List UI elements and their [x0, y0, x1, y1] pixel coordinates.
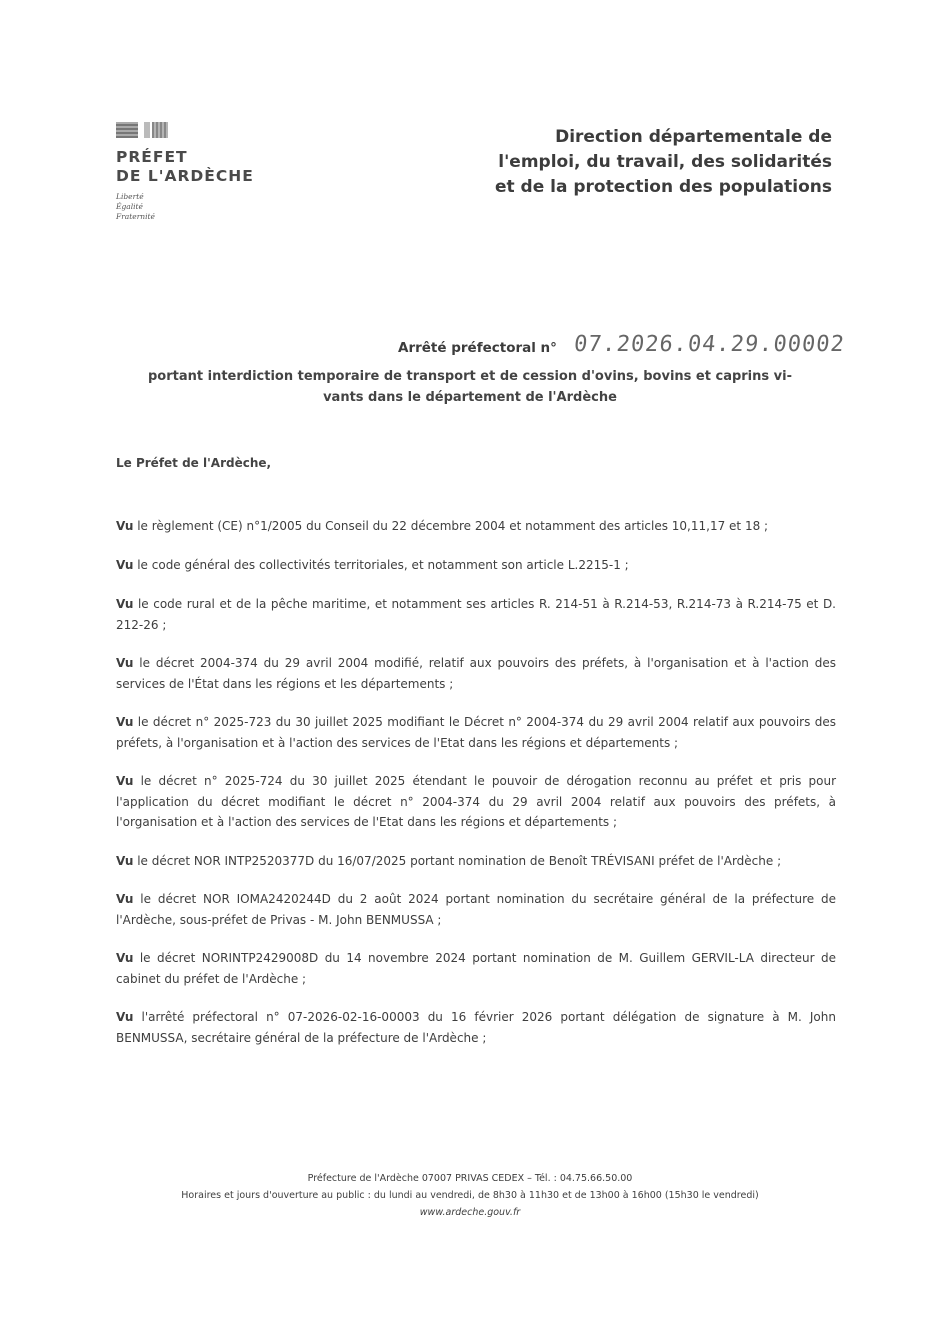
visa-paragraph: Vu le décret n° 2025-724 du 30 juillet 2025 étendant le pouvoir de dérogation reconnu au préfet et pris pour l'application du décret modifiant le décret n° 2004-374 du 29 avril 2004 relatif aux pouvoirs des préfets, à l'organisation et à l'action des services de l'Etat dans les régions et départements ;: [116, 774, 836, 829]
visa-paragraph: Vu le code rural et de la pêche maritime, et notamment ses articles R. 214-51 à R.214-53, R.214-73 à R.214-75 et D. 212-26 ;: [116, 597, 836, 632]
visa-paragraph: Vu le décret NOR IOMA2420244D du 2 août 2024 portant nomination du secrétaire général de la préfecture de l'Ardèche, sous-préfet de Privas - M. John BENMUSSA ;: [116, 892, 836, 927]
opening-formula: Le Préfet de l'Ardèche,: [116, 456, 272, 470]
subject-line2: vants dans le département de l'Ardèche: [323, 390, 617, 405]
visa-paragraph: Vu le règlement (CE) n°1/2005 du Conseil du 22 décembre 2004 et notamment des articles 10,11,17 et 18 ;: [116, 519, 769, 533]
motto-liberte: Liberté: [116, 192, 144, 201]
republic-motto: [116, 192, 276, 222]
logo-title: [116, 148, 276, 186]
subject-line1: portant interdiction temporaire de transport et de cession d'ovins, bovins et caprins vi-: [148, 369, 792, 384]
logo-title-line2: DE L'ARDÈCHE: [116, 167, 254, 185]
prefecture-logo: [116, 122, 276, 222]
visa-paragraph: Vu le code général des collectivités territoriales, et notamment son article L.2215-1 ;: [116, 557, 629, 572]
arrete-subject: [110, 366, 830, 408]
visa-paragraph: Vu le décret n° 2025-723 du 30 juillet 2025 modifiant le Décret n° 2004-374 du 29 avril 2004 relatif aux pouvoirs des préfets, à l'organisation et à l'action des services de l'Etat dans les régions et départements ;: [116, 715, 836, 750]
footer-website-link[interactable]: www.ardeche.gouv.fr: [419, 1207, 521, 1218]
arrete-number: 07.2026.04.29.00002: [572, 332, 846, 357]
direction-line2: l'emploi, du travail, des solidarités: [498, 152, 832, 172]
visa-paragraph: Vu le décret NORINTP2429008D du 14 novembre 2024 portant nomination de M. Guillem GERVIL-LA directeur de cabinet du préfet de l'Ardèche ;: [116, 951, 836, 986]
visas-list: [116, 516, 836, 1048]
marianne-logo-icon: [116, 122, 172, 140]
footer-address: Préfecture de l'Ardèche 07007 PRIVAS CEDEX – Tél. : 04.75.66.50.00: [307, 1173, 633, 1184]
logo-title-line1: PRÉFET: [116, 148, 188, 166]
page-footer: [0, 1170, 940, 1221]
visa-paragraph: Vu le décret NOR INTP2520377D du 16/07/2025 portant nomination de Benoît TRÉVISANI préfet de l'Ardèche ;: [116, 853, 782, 868]
visa-paragraph: Vu l'arrêté préfectoral n° 07-2026-02-16-00003 du 16 février 2026 portant délégation de signature à M. John BENMUSSA, secrétaire général de la préfecture de l'Ardèche ;: [116, 1010, 836, 1045]
visa-paragraph: Vu le décret 2004-374 du 29 avril 2004 modifié, relatif aux pouvoirs des préfets, à l'organisation et à l'action des services de l'État dans les régions et les départements ;: [116, 656, 836, 691]
motto-fraternite: Fraternité: [116, 212, 155, 221]
footer-hours: Horaires et jours d'ouverture au public : du lundi au vendredi, de 8h30 à 11h30 et de 13h00 à 16h00 (15h30 le vendredi): [181, 1190, 759, 1201]
direction-line3: et de la protection des populations: [494, 177, 832, 197]
motto-egalite: Égalité: [116, 202, 143, 211]
direction-line1: Direction départementale de: [555, 127, 832, 147]
direction-heading: [402, 125, 832, 200]
arrete-label: Arrêté préfectoral n°: [398, 340, 557, 356]
